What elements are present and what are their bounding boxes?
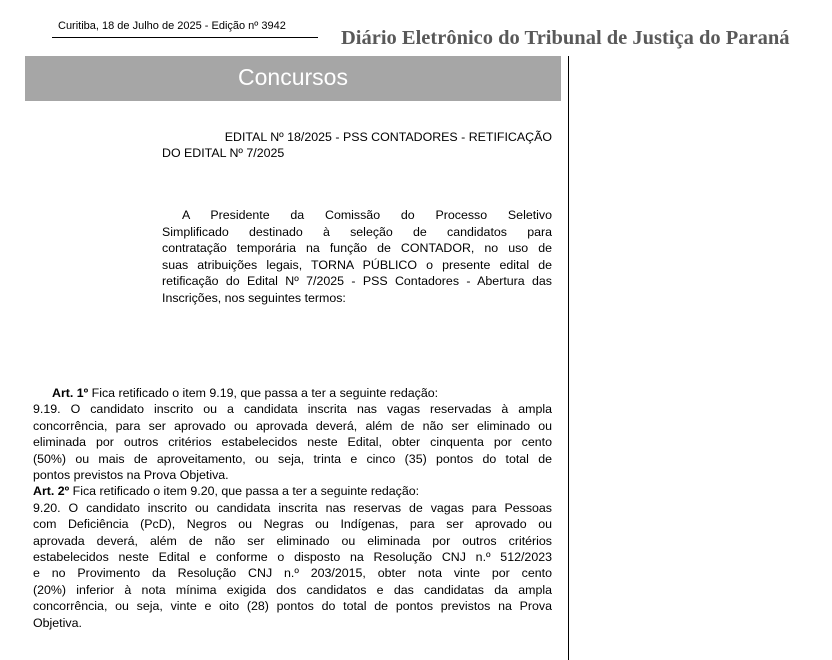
article-2-line: e no Provimento da Resolução CNJ n.º 203/2015, obter nota vinte por cento <box>33 566 552 581</box>
intro-paragraph <box>162 207 552 306</box>
section-title: Concursos <box>238 64 348 90</box>
intro-line: contratação temporária na função de CONTADOR, no uso de <box>162 241 552 255</box>
article-1-heading <box>33 385 552 401</box>
intro-line: Simplificado destinado à seleção de candidatos para <box>162 224 552 239</box>
article-2-line: com Deficiência (PcD), Negros ou Negras ou Indígenas, para ser aprovado ou <box>33 517 552 532</box>
article-2-label: Art. 2º <box>33 484 70 499</box>
article-1-line: eliminada por outros critérios estabelecidos neste Edital, obter cinquenta por cento <box>33 435 552 450</box>
article-1-line: pontos previstos na Prova Objetiva. <box>33 468 229 483</box>
article-2-line: Objetiva. <box>33 615 82 630</box>
header-rule <box>52 37 318 38</box>
column-divider <box>568 56 569 660</box>
header-publication-title: Diário Eletrônico do Tribunal de Justiça do Paraná <box>341 27 790 49</box>
article-2-heading-text: Fica retificado o item 9.20, que passa a ter a seguinte redação: <box>69 484 420 499</box>
article-2-line: 9.20. O candidato inscrito ou candidata inscrita nas reservas de vagas para Pessoas <box>33 500 552 515</box>
intro-line: A Presidente da Comissão do Processo Seletivo <box>182 208 552 222</box>
article-1-line: (50%) ou mais de aproveitamento, ou seja, trinta e cinco (35) pontos do total de <box>33 451 552 466</box>
edital-title <box>162 129 552 161</box>
section-banner <box>25 56 561 101</box>
intro-line: Inscrições, nos seguintes termos: <box>162 290 346 305</box>
intro-line: suas atribuições legais, TORNA PÚBLICO o presente edital de <box>162 257 552 272</box>
edital-title-line-1: EDITAL Nº 18/2025 - PSS CONTADORES - RETIFICAÇÃO <box>224 130 552 144</box>
article-1-line: concorrência, para ser aprovado ou aprovada deverá, além de não ser eliminado ou <box>33 418 552 433</box>
article-2-line: (20%) inferior à nota mínima exigida dos candidatos e das candidatas da ampla <box>33 582 552 597</box>
article-1-heading-text: Fica retificado o item 9.19, que passa a ter a seguinte redação: <box>88 386 439 400</box>
article-2-line: estabelecidos neste Edital e conforme o disposto na Resolução CNJ n.º 512/2023 <box>33 550 552 565</box>
article-2-line: concorrência, ou seja, vinte e oito (28) pontos do total de pontos previstos na Prova <box>33 599 552 614</box>
article-1-line: 9.19. O candidato inscrito ou a candidata inscrita nas vagas reservadas à ampla <box>33 402 552 417</box>
article-2-line: aprovada deverá, além de não ser eliminado ou eliminada por outros critérios <box>33 533 552 548</box>
articles-body <box>33 385 552 631</box>
edital-title-line-2: DO EDITAL Nº 7/2025 <box>162 146 285 160</box>
header-edition-date: Curitiba, 18 de Julho de 2025 - Edição nº 3942 <box>58 20 286 32</box>
intro-line: retificação do Edital Nº 7/2025 - PSS Contadores - Abertura das <box>162 274 552 288</box>
article-2-heading <box>33 483 552 499</box>
article-1-label: Art. 1º <box>52 386 89 400</box>
